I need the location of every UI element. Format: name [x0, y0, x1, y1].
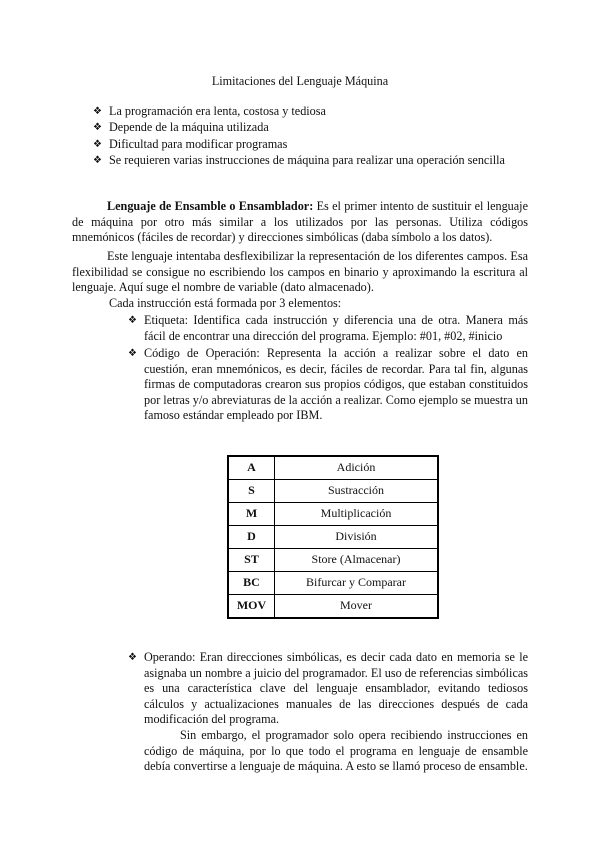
- operando-item: ❖ Operando: Eran direcciones simbólicas, es decir cada dato en memoria se le asignaba un nombre a juicio del programador. El uso de referencias simbólicas es una característica clave del lenguaje ensamblador, evitando tediosos cálculos y actualizaciones manuales de las direcciones después de cada modificación del programa.: [128, 650, 528, 727]
- table-row: D División: [228, 526, 438, 549]
- diamond-bullet-icon: ❖: [93, 122, 102, 134]
- etiqueta-item: ❖ Etiqueta: Identifica cada instrucción y diferencia una de otra. Manera más fácil de encontrar una dirección del programa. Ejemplo: #01, #02, #inicio: [128, 313, 528, 343]
- table-row: BC Bifurcar y Comparar: [228, 572, 438, 595]
- conclusion-paragraph: Sin embargo, el programador solo opera recibiendo instrucciones en código de máquina, por lo que todo el programa en lenguaje de ensamble debía convertirse a lenguaje de máquina. A esto se llamó proceso de ensamble.: [144, 728, 528, 774]
- table-row: ST Store (Almacenar): [228, 549, 438, 572]
- flexibility-paragraph: Este lenguaje intentaba desflexibilizar la representación de los diferentes campos. Esa flexibilidad se consigue no escribiendo los campos en binario y aproximando la escritura al lenguaje. Aquí suge el nombre de variable (dato almacenado).: [72, 249, 528, 295]
- list-item: ❖ Depende de la máquina utilizada: [93, 120, 269, 135]
- list-item: ❖ La programación era lenta, costosa y tediosa: [93, 104, 326, 118]
- diamond-bullet-icon: ❖: [93, 106, 102, 117]
- page-title: Limitaciones del Lenguaje Máquina: [211, 74, 389, 88]
- limitations-list: [93, 104, 505, 170]
- codigo-item: ❖ Código de Operación: Representa la acción a realizar sobre el dato en cuestión, eran mnemónicos, es decir, fáciles de recordar. Para tal fin, algunas firmas de computadoras crearon sus propios códigos, que estaban constituidos por letras y/o abreviaturas de la acción a realizar. Como ejemplo se muestra un famoso estándar empleado por IBM.: [128, 346, 528, 423]
- operation-codes-table: [227, 455, 439, 619]
- table-row: A Adición: [228, 456, 438, 480]
- list-item: ❖ Dificultad para modificar programas: [93, 136, 288, 151]
- diamond-bullet-icon: ❖: [128, 348, 137, 359]
- table-row: S Sustracción: [228, 480, 438, 503]
- table-row: MOV Mover: [228, 595, 438, 619]
- assembler-heading: Lenguaje de Ensamble o Ensamblador:: [107, 199, 314, 213]
- diamond-bullet-icon: ❖: [128, 652, 137, 663]
- table-row: M Multiplicación: [228, 503, 438, 526]
- assembler-intro: Es el primer intento de sustituir el lenguaje de máquina por otro más similar a los utilizados por las personas. Utiliza códigos mnemónicos (fáciles de recordar) y direcciones simbólicas (daba símbolo a los datos).: [72, 199, 528, 245]
- list-item: ❖ Se requieren varias instrucciones de máquina para realizar una operación sencilla: [93, 153, 505, 168]
- diamond-bullet-icon: ❖: [128, 315, 137, 326]
- diamond-bullet-icon: ❖: [93, 138, 102, 150]
- diamond-bullet-icon: ❖: [93, 155, 102, 167]
- assembler-paragraph: [72, 199, 528, 246]
- elements-intro: Cada instrucción está formada por 3 elementos:: [109, 296, 342, 310]
